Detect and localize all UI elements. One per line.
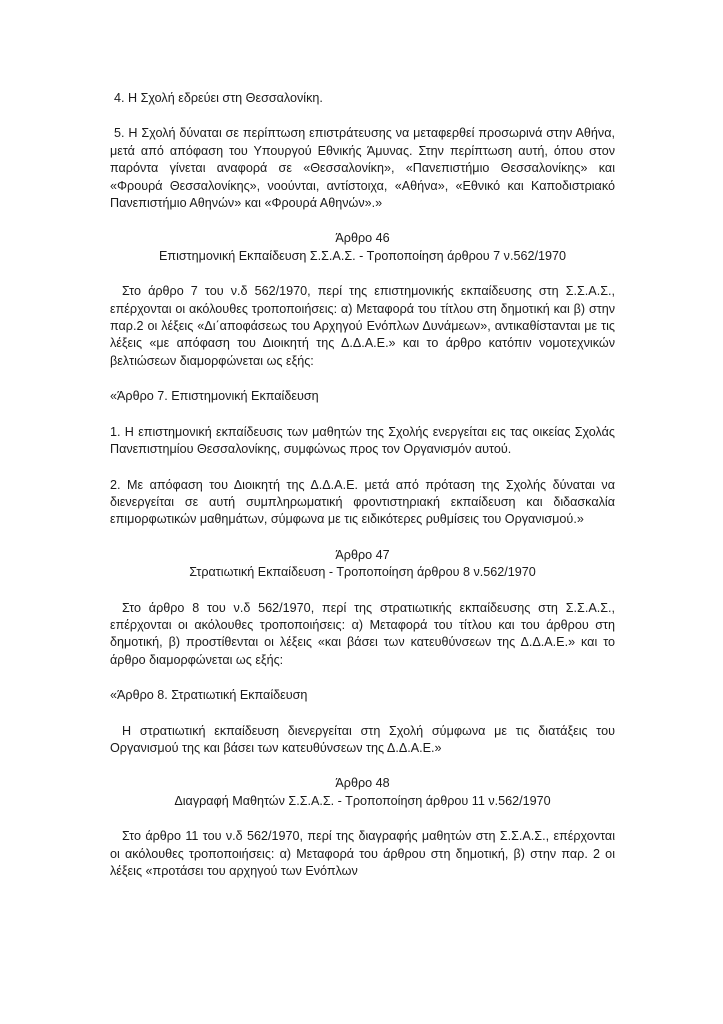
article-7-paragraph-1: 1. Η επιστημονική εκπαίδευσις των μαθητών της Σχολής ενεργείται εις τας οικείας Σχολάς Πανεπιστημίου Θεσσαλονίκης, συμφώνως προς τον Οργανισμόν αυτού. bbox=[110, 424, 615, 457]
article-47-intro: Στο άρθρο 8 του ν.δ 562/1970, περί της στρατιωτικής εκπαίδευσης στη Σ.Σ.Α.Σ., επέρχονται οι ακόλουθες τροποποιήσεις: α) Μεταφορά του τίτλου και του άρθρου στη δημοτική, β) προστίθενται οι λέξεις «και βάσει των κατευθύνσεων της Δ.Δ.Α.Ε.» και το άρθρο διαμορφώνεται ως εξής: bbox=[110, 600, 615, 667]
article-46-subheading: Επιστημονική Εκπαίδευση Σ.Σ.Α.Σ. - Τροποποίηση άρθρου 7 ν.562/1970 bbox=[158, 248, 567, 263]
paragraph-5: 5. Η Σχολή δύναται σε περίπτωση επιστράτευσης να μεταφερθεί προσωρινά στην Αθήνα, μετά από απόφαση του Υπουργού Εθνικής Άμυνας. Στην περίπτωση αυτή, όπου στον παρόντα γίνεται αναφορά σε «Θεσσαλονίκη», «Πανεπιστήμιο Θεσσαλονίκης» και «Φρουρά Θεσσαλονίκης», νοούνται, αντίστοιχα, «Αθήνα», «Εθνικό και Καποδιστριακό Πανεπιστήμιο Αθηνών» και «Φρουρά Αθηνών».» bbox=[110, 126, 615, 211]
article-8-paragraph: Η στρατιωτική εκπαίδευση διενεργείται στη Σχολή σύμφωνα με τις διατάξεις του Οργανισμού της και βάσει των κατευθύνσεων της Δ.Δ.Α.Ε.» bbox=[110, 723, 615, 755]
article-48-heading: Άρθρο 48 bbox=[335, 776, 390, 791]
document-body bbox=[110, 90, 615, 880]
article-7-paragraph-2: 2. Με απόφαση του Διοικητή της Δ.Δ.Α.Ε. μετά από πρόταση της Σχολής δύναται να διενεργείται σε αυτή συμπληρωματική φροντιστηριακή εκπαίδευση και διδασκαλία επιμορφωτικών μαθημάτων, σύμφωνα με τις ειδικότερες ρυθμίσεις του Οργανισμού.» bbox=[110, 477, 615, 527]
article-47-heading: Άρθρο 47 bbox=[335, 547, 390, 562]
article-46-heading: Άρθρο 46 bbox=[335, 231, 390, 246]
paragraph-4: 4. Η Σχολή εδρεύει στη Θεσσαλονίκη. bbox=[114, 91, 323, 105]
article-7-quote-title: «Άρθρο 7. Επιστημονική Εκπαίδευση bbox=[110, 389, 319, 404]
article-47-subheading: Στρατιωτική Εκπαίδευση - Τροποποίηση άρθρου 8 ν.562/1970 bbox=[189, 565, 536, 580]
article-48-subheading: Διαγραφή Μαθητών Σ.Σ.Α.Σ. - Τροποποίηση άρθρου 11 ν.562/1970 bbox=[174, 793, 551, 808]
article-8-quote-title: «Άρθρο 8. Στρατιωτική Εκπαίδευση bbox=[110, 688, 308, 703]
article-46-intro: Στο άρθρο 7 του ν.δ 562/1970, περί της επιστημονικής εκπαίδευσης στη Σ.Σ.Α.Σ., επέρχονται οι ακόλουθες τροποποιήσεις: α) Μεταφορά του τίτλου στη δημοτική και β) στην παρ.2 οι λέξεις «Δι΄αποφάσεως του Αρχηγού Ενόπλων Δυνάμεων», αντικαθίστανται με τις λέξεις «με απόφαση του Διοικητή της Δ.Δ.Α.Ε.» και το άρθρο κατόπιν νομοτεχνικών βελτιώσεων διαμορφώνεται ως εξής: bbox=[110, 284, 615, 368]
article-48-intro: Στο άρθρο 11 του ν.δ 562/1970, περί της διαγραφής μαθητών στη Σ.Σ.Α.Σ., επέρχονται οι ακόλουθες τροποποιήσεις: α) Μεταφορά του άρθρου στη δημοτική, β) στην παρ. 2 οι λέξεις «προτάσει του αρχηγού των Ενόπλων bbox=[110, 829, 615, 878]
